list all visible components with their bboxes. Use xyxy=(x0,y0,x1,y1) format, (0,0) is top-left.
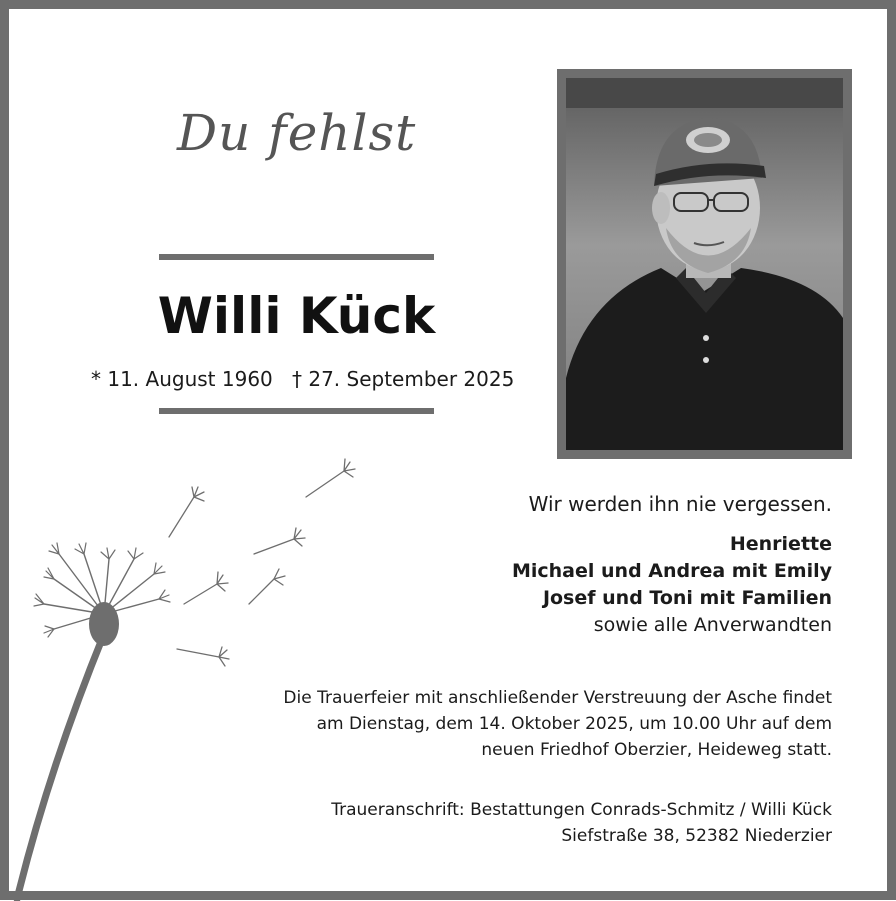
headline: Du fehlst xyxy=(177,104,417,162)
mourners-list xyxy=(512,531,832,639)
address-line: Siefstraße 38, 52382 Niederzier xyxy=(561,826,832,846)
service-line: Die Trauerfeier mit anschließender Verstreuung der Asche findet xyxy=(283,688,832,708)
service-line: neuen Friedhof Oberzier, Heideweg statt. xyxy=(481,740,832,760)
portrait-image xyxy=(566,78,843,450)
bottom-divider xyxy=(159,408,434,414)
service-announcement xyxy=(272,685,832,763)
service-line: am Dienstag, dem 14. Oktober 2025, um 10.00 Uhr auf dem xyxy=(316,714,832,734)
mourner-line: sowie alle Anverwandten xyxy=(593,614,832,636)
mourner-line: Josef und Toni mit Familien xyxy=(542,587,832,609)
mourning-address xyxy=(272,797,832,849)
death-date: † 27. September 2025 xyxy=(292,367,515,391)
address-line: Traueranschrift: Bestattungen Conrads-Schmitz / Willi Kück xyxy=(331,800,832,820)
deceased-name: Willi Kück xyxy=(157,287,436,345)
top-divider xyxy=(159,254,434,260)
portrait-photo xyxy=(557,69,852,459)
tagline: Wir werden ihn nie vergessen. xyxy=(528,492,832,516)
mourner-line: Michael und Andrea mit Emily xyxy=(511,560,832,582)
mourner-line: Henriette xyxy=(729,533,832,555)
birth-date: * 11. August 1960 xyxy=(91,367,273,391)
